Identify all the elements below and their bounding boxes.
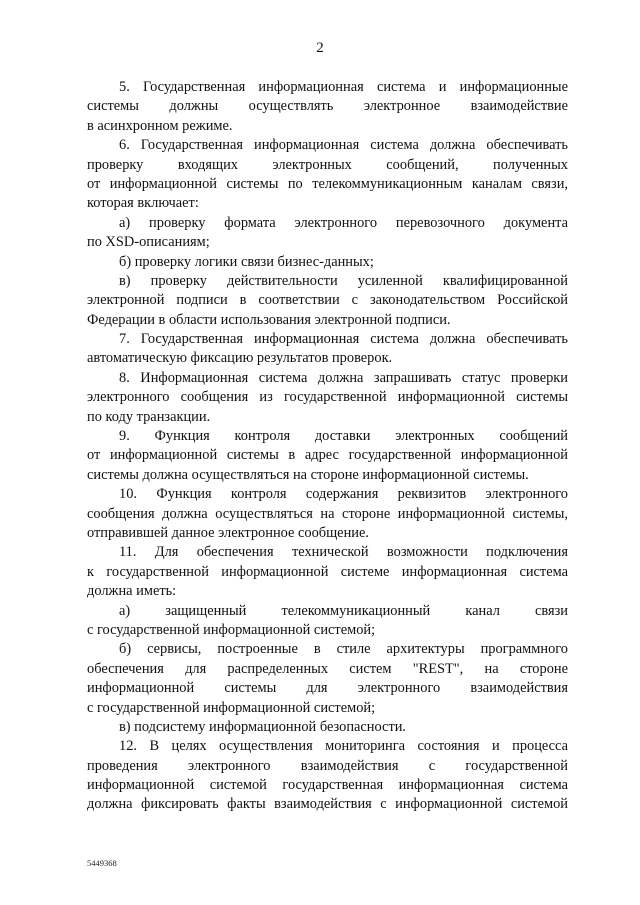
paragraph-line: б) проверку логики связи бизнес-данных; <box>119 253 374 270</box>
paragraph-line: должна иметь: <box>87 583 177 600</box>
document-code: 5449368 <box>87 858 117 868</box>
paragraph-line: Федерации в области использования электронной подписи. <box>87 311 451 328</box>
paragraph-line: 12. В целях осуществления мониторинга состояния и процесса <box>119 738 568 755</box>
paragraph-line: 10. Функция контроля содержания реквизитов электронного <box>119 486 568 503</box>
paragraph-line: в) подсистему информационной безопасности. <box>119 718 407 735</box>
paragraph-line: системы должна осуществляться на стороне информационной системы. <box>87 466 529 483</box>
paragraph-line: 6. Государственная информационная система должна обеспечивать <box>119 137 568 154</box>
paragraph-p11c <box>87 718 568 737</box>
paragraph-line: 8. Информационная система должна запрашивать статус проверки <box>119 369 568 386</box>
paragraph-line: автоматическую фиксацию результатов проверок. <box>87 350 393 367</box>
paragraph-line: в асинхронном режиме. <box>87 117 233 134</box>
paragraph-line: информационной системы для электронного взаимодействия <box>87 680 568 697</box>
paragraph-line: проведения электронного взаимодействия с государственной <box>87 757 568 774</box>
paragraph-line: от информационной системы по телекоммуникационным каналам связи, <box>87 175 568 192</box>
paragraph-line: с государственной информационной системой; <box>87 621 376 638</box>
paragraph-p6b <box>87 253 568 272</box>
paragraph-line: должна фиксировать факты взаимодействия с информационной системой <box>87 796 568 813</box>
paragraph-line: в) проверку действительности усиленной квалифицированной <box>119 272 568 289</box>
document-body <box>87 78 568 815</box>
paragraph-line: 7. Государственная информационная система должна обеспечивать <box>119 331 568 348</box>
paragraph-p5 <box>87 78 568 136</box>
paragraph-line: системы должны осуществлять электронное взаимодействие <box>87 98 568 115</box>
paragraph-p6a <box>87 214 568 253</box>
paragraph-line: которая включает: <box>87 195 199 212</box>
paragraph-line: информационной системой государственная информационная система <box>87 777 568 794</box>
paragraph-line: электронного сообщения из государственной информационной системы <box>87 389 568 406</box>
paragraph-p7 <box>87 330 568 369</box>
paragraph-line: обеспечения для распределенных систем "REST", на стороне <box>87 660 568 677</box>
paragraph-p12 <box>87 737 568 815</box>
paragraph-line: б) сервисы, построенные в стиле архитектуры программного <box>119 641 568 658</box>
paragraph-p11b <box>87 640 568 718</box>
paragraph-line: к государственной информационной системе информационная система <box>87 563 568 580</box>
page-number: 2 <box>316 40 324 56</box>
paragraph-p6c <box>87 272 568 330</box>
paragraph-p6 <box>87 136 568 214</box>
paragraph-p9 <box>87 427 568 485</box>
paragraph-line: 9. Функция контроля доставки электронных сообщений <box>119 428 568 445</box>
paragraph-line: проверку входящих электронных сообщений, полученных <box>87 156 568 173</box>
paragraph-p8 <box>87 369 568 427</box>
paragraph-line: по XSD-описаниям; <box>87 234 210 251</box>
paragraph-line: а) проверку формата электронного перевозочного документа <box>119 214 568 231</box>
paragraph-line: а) защищенный телекоммуникационный канал связи <box>119 602 568 619</box>
paragraph-line: отправившей данное электронное сообщение. <box>87 524 369 541</box>
paragraph-line: электронной подписи в соответствии с законодательством Российской <box>87 292 568 309</box>
paragraph-p10 <box>87 485 568 543</box>
paragraph-line: по коду транзакции. <box>87 408 211 425</box>
paragraph-line: с государственной информационной системой; <box>87 699 376 716</box>
paragraph-p11a <box>87 602 568 641</box>
paragraph-line: 5. Государственная информационная система и информационные <box>119 79 568 95</box>
paragraph-line: от информационной системы в адрес государственной информационной <box>87 447 568 464</box>
paragraph-line: 11. Для обеспечения технической возможности подключения <box>119 544 568 561</box>
paragraph-line: сообщения должна осуществляться на стороне информационной системы, <box>87 505 568 522</box>
paragraph-p11 <box>87 543 568 601</box>
